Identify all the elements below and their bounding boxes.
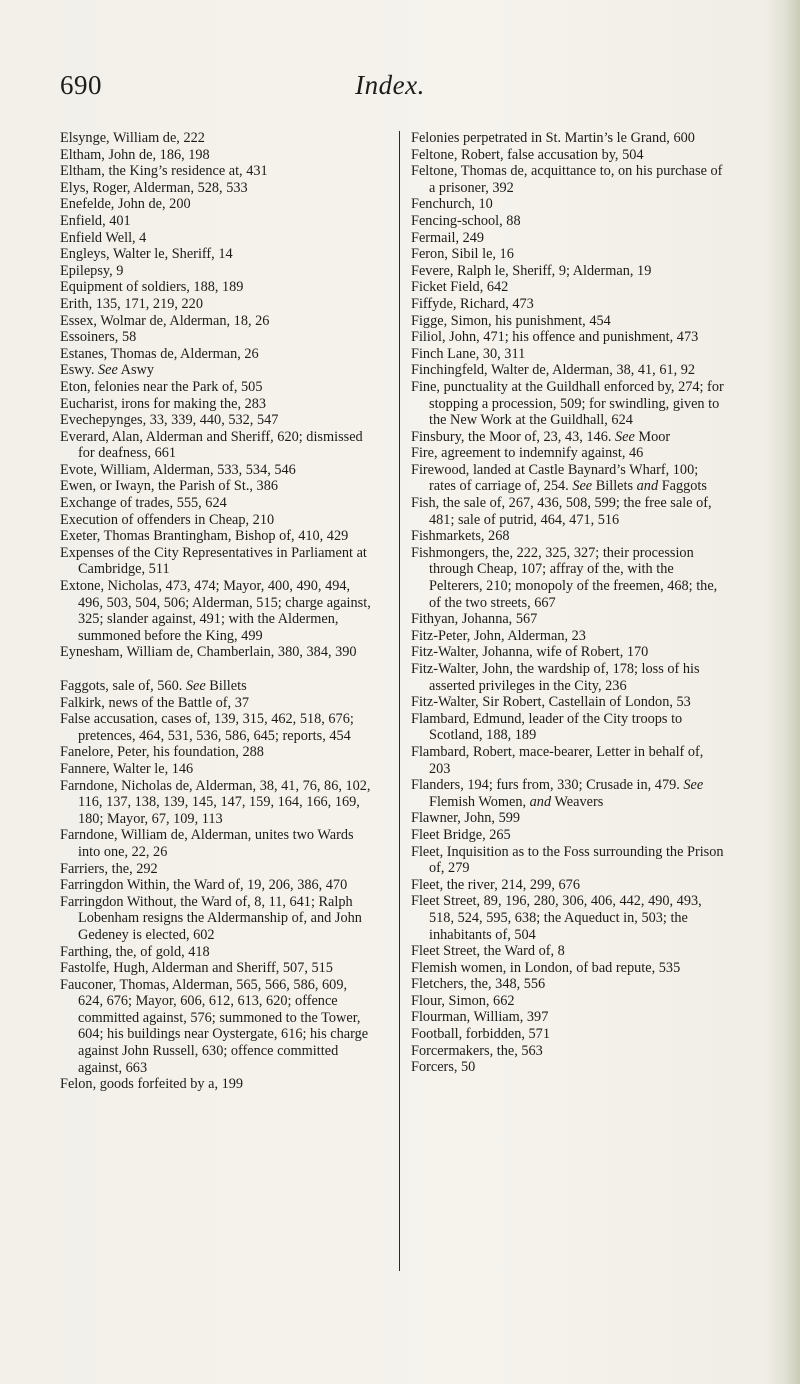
index-entry: Finsbury, the Moor of, 23, 43, 146. See Moor xyxy=(411,428,671,445)
index-entry: Falkirk, news of the Battle of, 37 xyxy=(60,694,250,711)
index-entry: Feltone, Thomas de, acquittance to, on his purchase of a prisoner, 392 xyxy=(411,163,723,196)
index-entry: Fiffyde, Richard, 473 xyxy=(411,295,534,312)
index-entry: Eucharist, irons for making the, 283 xyxy=(60,395,267,412)
index-entry: Finch Lane, 30, 311 xyxy=(411,345,526,362)
index-entry: Ficket Field, 642 xyxy=(411,279,509,296)
index-entry: Finchingfeld, Walter de, Alderman, 38, 41, 61, 92 xyxy=(411,362,696,379)
index-entry: Flambard, Robert, mace-bearer, Letter in behalf of, 203 xyxy=(411,743,704,777)
index-entry: Forcers, 50 xyxy=(411,1059,476,1076)
index-entry: Fevere, Ralph le, Sheriff, 9; Alderman, 19 xyxy=(411,262,652,279)
index-entry: Flourman, William, 397 xyxy=(411,1009,549,1026)
index-entry: Epilepsy, 9 xyxy=(60,262,124,279)
page-header xyxy=(60,70,720,110)
index-entry: Felon, goods forfeited by a, 199 xyxy=(60,1076,244,1093)
index-entry: Farndone, William de, Alderman, unites two Wards into one, 22, 26 xyxy=(60,827,354,860)
index-entry: Football, forbidden, 571 xyxy=(411,1026,550,1043)
index-entry: Fitz-Walter, John, the wardship of, 178; loss of his asserted privileges in the City, 236 xyxy=(411,661,700,694)
index-column-left xyxy=(60,130,375,1093)
index-entry: Flawner, John, 599 xyxy=(411,810,521,827)
index-entry: Evote, William, Alderman, 533, 534, 546 xyxy=(60,461,296,478)
index-entry: Farringdon Within, the Ward of, 19, 206, 386, 470 xyxy=(60,877,348,894)
index-entry: Fletchers, the, 348, 556 xyxy=(411,976,546,993)
index-entry: Fitz-Peter, John, Alderman, 23 xyxy=(411,627,586,644)
index-entry: Feron, Sibil le, 16 xyxy=(411,246,514,263)
index-entry: Enefelde, John de, 200 xyxy=(60,196,191,213)
index-entry: Elys, Roger, Alderman, 528, 533 xyxy=(60,179,248,196)
index-entry: Farthing, the, of gold, 418 xyxy=(60,943,210,960)
index-entry: Fitz-Walter, Sir Robert, Castellain of London, 53 xyxy=(411,694,691,711)
index-entry: Fine, punctuality at the Guildhall enforced by, 274; for stopping a procession, 509; for swindling, given to the New Work at the Guildhall, 624 xyxy=(411,378,724,429)
index-entry: Filiol, John, 471; his offence and punishment, 473 xyxy=(411,329,699,346)
index-entry: Fleet Bridge, 265 xyxy=(411,826,511,843)
index-entry: Erith, 135, 171, 219, 220 xyxy=(60,295,203,312)
index-entry: Evechepynges, 33, 339, 440, 532, 547 xyxy=(60,412,279,429)
index-entry: Fleet, the river, 214, 299, 676 xyxy=(411,876,580,893)
index-entry: Exchange of trades, 555, 624 xyxy=(60,495,227,512)
index-entry: Fenchurch, 10 xyxy=(411,196,493,213)
index-entry: Equipment of soldiers, 188, 189 xyxy=(60,279,244,296)
index-entry: Enfield Well, 4 xyxy=(60,229,147,246)
index-entry: Elsynge, William de, 222 xyxy=(60,130,205,146)
index-column-right xyxy=(411,130,726,1076)
index-entry: Flemish women, in London, of bad repute, 535 xyxy=(411,959,681,976)
index-entry: Feltone, Robert, false accusation by, 504 xyxy=(411,146,644,163)
index-entry: Flanders, 194; furs from, 330; Crusade in, 479. See Flemish Women, and Weavers xyxy=(411,777,704,810)
index-entry: Extone, Nicholas, 473, 474; Mayor, 400, 490, 494, 496, 503, 504, 506; Alderman, 515; charge against, 325; slander against, 491; with the Aldermen, summoned before the King, 499 xyxy=(60,578,371,644)
index-entry: Essex, Wolmar de, Alderman, 18, 26 xyxy=(60,312,270,329)
index-entry: Estanes, Thomas de, Alderman, 26 xyxy=(60,345,259,362)
index-entry: Fencing-school, 88 xyxy=(411,212,521,229)
index-entry: Firewood, landed at Castle Baynard’s Wharf, 100; rates of carriage of, 254. See Billets and Faggots xyxy=(411,461,707,495)
index-entry: Fire, agreement to indemnify against, 46 xyxy=(411,445,644,462)
index-entry: Farriers, the, 292 xyxy=(60,860,158,877)
index-entry: Engleys, Walter le, Sheriff, 14 xyxy=(60,246,233,263)
index-entry: Fleet, Inquisition as to the Foss surrounding the Prison of, 279 xyxy=(411,843,724,877)
page-edge-shadow xyxy=(766,0,800,1384)
index-entry: Execution of offenders in Cheap, 210 xyxy=(60,511,275,528)
index-entry: Everard, Alan, Alderman and Sheriff, 620; dismissed for deafness, 661 xyxy=(60,428,363,462)
index-entry: Fish, the sale of, 267, 436, 508, 599; the free sale of, 481; sale of putrid, 464, 471, 516 xyxy=(411,495,712,528)
index-entry: Fitz-Walter, Johanna, wife of Robert, 170 xyxy=(411,644,649,661)
index-entry: Faggots, sale of, 560. See Billets xyxy=(60,678,247,694)
index-entry: Flambard, Edmund, leader of the City troops to Scotland, 188, 189 xyxy=(411,710,683,744)
index-entry: Fannere, Walter le, 146 xyxy=(60,760,194,777)
index-entry: Ewen, or Iwayn, the Parish of St., 386 xyxy=(60,478,278,495)
index-entry: Eltham, the King’s residence at, 431 xyxy=(60,163,268,180)
index-entry: Eltham, John de, 186, 198 xyxy=(60,146,210,163)
index-entry: Forcermakers, the, 563 xyxy=(411,1042,543,1059)
index-entry: Exeter, Thomas Brantingham, Bishop of, 410, 429 xyxy=(60,528,349,545)
page-number: 690 xyxy=(60,70,102,100)
index-entry: False accusation, cases of, 139, 315, 462, 518, 676; pretences, 464, 531, 536, 586, 645; reports, 454 xyxy=(60,711,354,744)
running-title: Index. xyxy=(355,70,425,100)
index-entry: Farndone, Nicholas de, Alderman, 38, 41, 76, 86, 102, 116, 137, 138, 139, 145, 147, 159, 164, 166, 169, 180; Mayor, 67, 109, 113 xyxy=(60,777,371,827)
index-entry: Felonies perpetrated in St. Martin’s le Grand, 600 xyxy=(411,130,695,146)
index-entry: Fauconer, Thomas, Alderman, 565, 566, 586, 609, 624, 676; Mayor, 606, 612, 613, 620; offence committed against, 576; summoned to the Tower, 604; his buildings near Oystergate, 616; his charge against John Russell, 630; offence committed against, 663 xyxy=(60,976,369,1076)
index-entry: Eton, felonies near the Park of, 505 xyxy=(60,378,263,395)
index-entry: Fermail, 249 xyxy=(411,229,485,246)
column-divider xyxy=(399,131,400,1271)
index-entry: Farringdon Without, the Ward of, 8, 11, 641; Ralph Lobenham resigns the Aldermanship of, and John Gedeney is elected, 602 xyxy=(60,893,362,943)
index-entry: Eswy. See Aswy xyxy=(60,362,154,379)
index-entry: Figge, Simon, his punishment, 454 xyxy=(411,312,611,329)
index-entry: Fleet Street, 89, 196, 280, 306, 406, 442, 490, 493, 518, 524, 595, 638; the Aqueduct in, 503; the inhabitants of, 504 xyxy=(411,893,702,943)
index-entry: Enfield, 401 xyxy=(60,212,131,229)
index-entry: Eynesham, William de, Chamberlain, 380, 384, 390 xyxy=(60,644,357,661)
index-entry: Fanelore, Peter, his foundation, 288 xyxy=(60,744,264,761)
index-entry: Expenses of the City Representatives in Parliament at Cambridge, 511 xyxy=(60,544,367,578)
index-entry: Fishmarkets, 268 xyxy=(411,528,510,545)
index-entry: Fleet Street, the Ward of, 8 xyxy=(411,943,565,960)
index-entry: Essoiners, 58 xyxy=(60,329,137,346)
index-entry: Fishmongers, the, 222, 325, 327; their procession through Cheap, 107; affray of the, with the Pelterers, 210; monopoly of the freemen, 468; the, of the two streets, 667 xyxy=(411,544,718,611)
index-entry: Flour, Simon, 662 xyxy=(411,992,515,1009)
index-entry: Fastolfe, Hugh, Alderman and Sheriff, 507, 515 xyxy=(60,960,333,977)
index-entry: Fithyan, Johanna, 567 xyxy=(411,611,538,628)
